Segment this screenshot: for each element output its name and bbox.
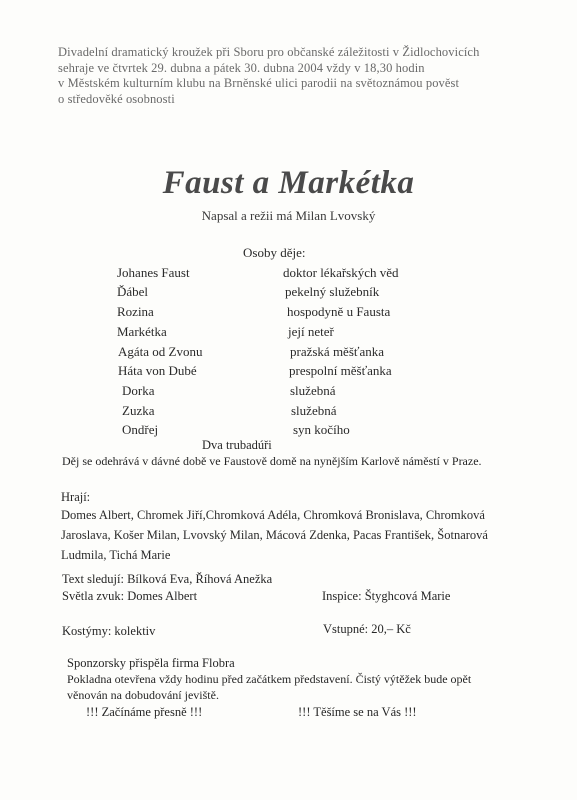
cast-role: služebná [290,383,336,398]
players-list [61,505,571,565]
admission-price: Vstupné: 20,– Kč [323,622,411,636]
intro-line: Divadelní dramatický kroužek při Sboru pro občanské záležitosti v Židlochovicích [58,45,480,59]
setting-line: Děj se odehrává v dávné době ve Faustově domě na nynějším Karlově náměstí v Praze. [62,454,482,468]
play-title: Faust a Markétka [162,165,415,201]
cast-name: Agáta od Zvonu [118,344,203,359]
players-line: Ludmila, Tichá Marie [61,548,171,562]
players-line: Domes Albert, Chromek Jiří,Chromková Adéla, Chromková Bronislava, Chromková [61,508,485,522]
intro-line: sehraje ve čtvrtek 29. dubna a pátek 30. dubna 2004 vždy v 18,30 hodin [58,60,425,75]
cast-role: hospodyně u Fausta [287,304,391,319]
cast-name: Rozina [117,304,154,319]
credit-costumes: Kostýmy: kolektiv [62,624,156,638]
cast-role: prespolní měšťanka [289,363,392,378]
intro-paragraph [58,45,479,107]
welcome-notice: !!! Těšíme se na Vás !!! [298,705,417,719]
cast-role: doktor lékařských věd [283,265,399,280]
cast-role: její neteř [288,324,334,339]
credit-text: Text sledují: Bílková Eva, Říhová Anežka [62,572,273,586]
extra-cast: Dva trubadúři [202,438,272,452]
intro-line: o středověké osobnosti [58,91,175,106]
cast-name: Markétka [117,324,167,339]
intro-line: v Městském kulturním klubu na Brněnské ulici parodii na světoznámou pověst [58,76,460,90]
sponsor-line: Sponzorsky přispěla firma Flobra [67,656,235,670]
cast-name: Johanes Faust [117,265,190,280]
cast-label: Osoby děje: [243,245,306,260]
cast-name: Dorka [122,383,155,398]
cast-role: pražská měšťanka [290,344,384,359]
cast-role: služebná [291,403,337,418]
cast-name: Zuzka [122,403,155,418]
cast-role: pekelný služebník [285,284,380,299]
cast-name: Háta von Dubé [118,363,197,378]
cast-name: Ďábel [117,284,149,299]
credit-light: Světla zvuk: Domes Albert [62,589,198,603]
players-label: Hrají: [61,490,91,504]
box-office-line: Pokladna otevřena vždy hodinu před začátkem představení. Čistý výtěžek bude opět [67,672,472,686]
start-notice: !!! Začínáme přesně !!! [86,705,203,719]
cast-name: Ondřej [122,422,159,437]
cast-role: syn kočího [293,422,350,437]
box-office-line: věnován na dobudování jeviště. [67,688,219,702]
players-line: Jaroslava, Košer Milan, Lvovský Milan, Mácová Zdenka, Pacas František, Šotnarová [61,528,488,542]
credit-prompter: Inspice: Štyghcová Marie [322,589,451,603]
author-line: Napsal a režii má Milan Lvovský [201,208,376,223]
